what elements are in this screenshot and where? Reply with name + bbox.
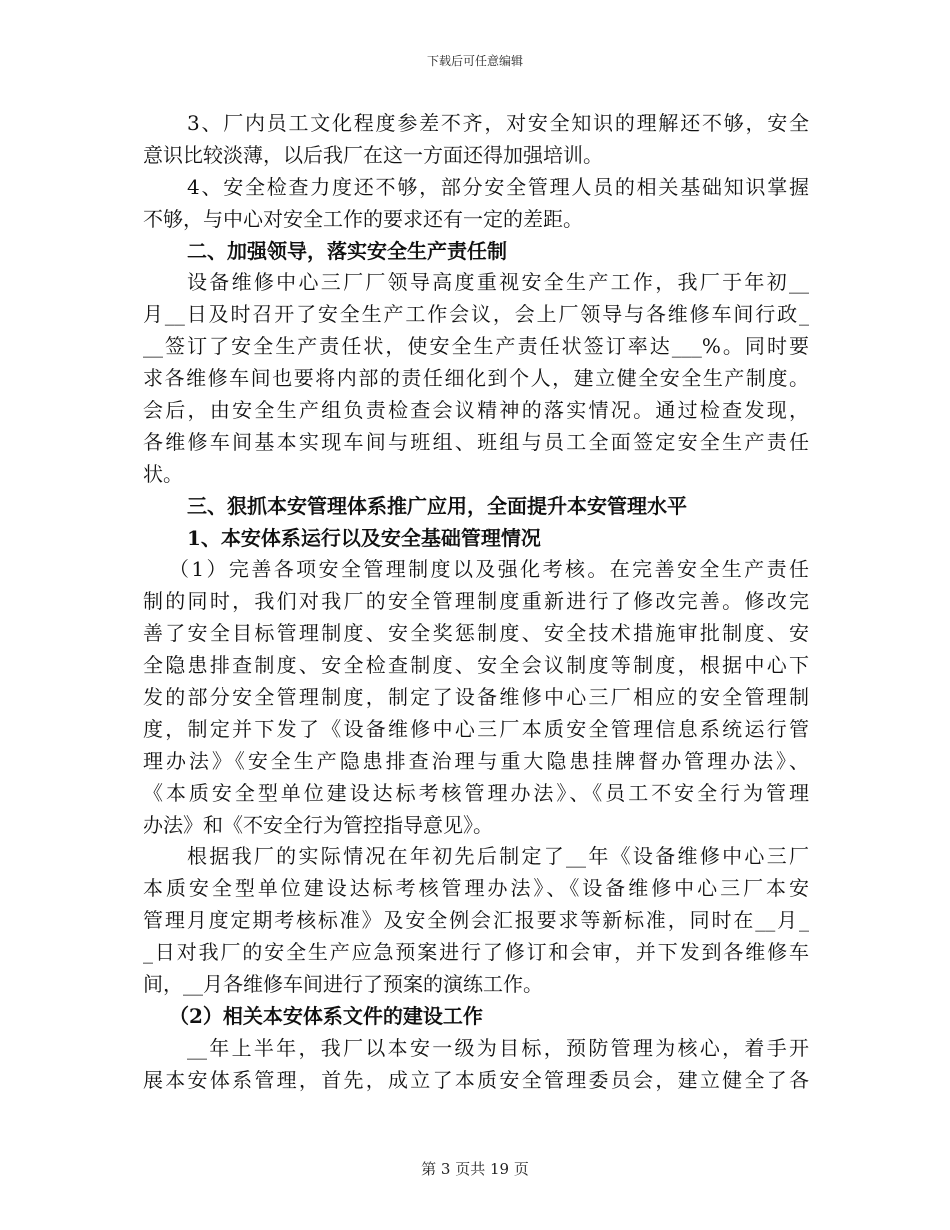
text-line: 会后，由安全生产组负责检查会议精神的落实情况。通过检查发现， <box>143 398 809 423</box>
text-line: 本质安全型单位建设达标考核管理办法》、《设备维修中心三厂本安 <box>143 876 809 901</box>
text-line: __签订了安全生产责任状，使安全生产责任状签订率达___%。同时要 <box>143 334 809 359</box>
text-line: 办法》和《不安全行为管控指导意见》。 <box>143 812 493 837</box>
text-line: 设备维修中心三厂厂领导高度重视安全生产工作，我厂于年初__ <box>187 270 809 295</box>
text-line: 全隐患排查制度、安全检查制度、安全会议制度等制度，根据中心下 <box>143 653 809 678</box>
text-line: 《本质安全型单位建设达标考核管理办法》、《员工不安全行为管理 <box>143 780 809 805</box>
section-heading: 二、加强领导，落实安全生产责任制 <box>187 238 507 263</box>
text-line: 管理月度定期考核标准》及安全例会汇报要求等新标准，同时在__月_ <box>143 908 809 933</box>
text-line: 制的同时，我们对我厂的安全管理制度重新进行了修改完善。修改完 <box>143 589 809 614</box>
text-line: __年上半年，我厂以本安一级为目标，预防管理为核心，着手开 <box>187 1035 809 1060</box>
section-heading: 1、本安体系运行以及安全基础管理情况 <box>187 525 541 550</box>
text-line: 根据我厂的实际情况在年初先后制定了__年《设备维修中心三厂 <box>187 844 809 869</box>
text-line: 理办法》《安全生产隐患排查治理与重大隐患挂牌督办管理办法》、 <box>143 748 809 773</box>
text-line: 4、安全检查力度还不够，部分安全管理人员的相关基础知识掌握 <box>187 174 809 199</box>
text-line: 发的部分安全管理制度，制定了设备维修中心三厂相应的安全管理制 <box>143 685 809 710</box>
text-line: 间，__月各维修车间进行了预案的演练工作。 <box>143 972 543 997</box>
text-line: 度，制定并下发了《设备维修中心三厂本质安全管理信息系统运行管 <box>143 716 809 741</box>
text-line: 善了安全目标管理制度、安全奖惩制度、安全技术措施审批制度、安 <box>143 621 809 646</box>
text-line: 状。 <box>143 461 183 486</box>
text-line: 意识比较淡薄，以后我厂在这一方面还得加强培训。 <box>143 142 603 167</box>
page-footer: 第 3 页共 19 页 <box>421 1160 529 1178</box>
section-heading: 三、狠抓本安管理体系推广应用，全面提升本安管理水平 <box>187 493 687 518</box>
text-line: 求各维修车间也要将内部的责任细化到个人，建立健全安全生产制度。 <box>143 366 809 391</box>
text-line: （1）完善各项安全管理制度以及强化考核。在完善安全生产责任 <box>169 557 809 582</box>
document-body <box>143 108 809 1097</box>
section-heading: （2）相关本安体系文件的建设工作 <box>169 1003 483 1028</box>
text-line: 月__日及时召开了安全生产工作会议，会上厂领导与各维修车间行政_ <box>143 302 809 327</box>
text-line: _日对我厂的安全生产应急预案进行了修订和会审，并下发到各维修车 <box>143 940 809 965</box>
text-line: 3、厂内员工文化程度参差不齐，对安全知识的理解还不够，安全 <box>187 111 809 135</box>
text-line: 各维修车间基本实现车间与班组、班组与员工全面签定安全生产责任 <box>143 429 809 454</box>
page-header: 下载后可任意编辑 <box>426 54 523 68</box>
text-line: 不够，与中心对安全工作的要求还有一定的差距。 <box>143 206 583 231</box>
text-line: 展本安体系管理，首先，成立了本质安全管理委员会，建立健全了各 <box>143 1067 809 1092</box>
